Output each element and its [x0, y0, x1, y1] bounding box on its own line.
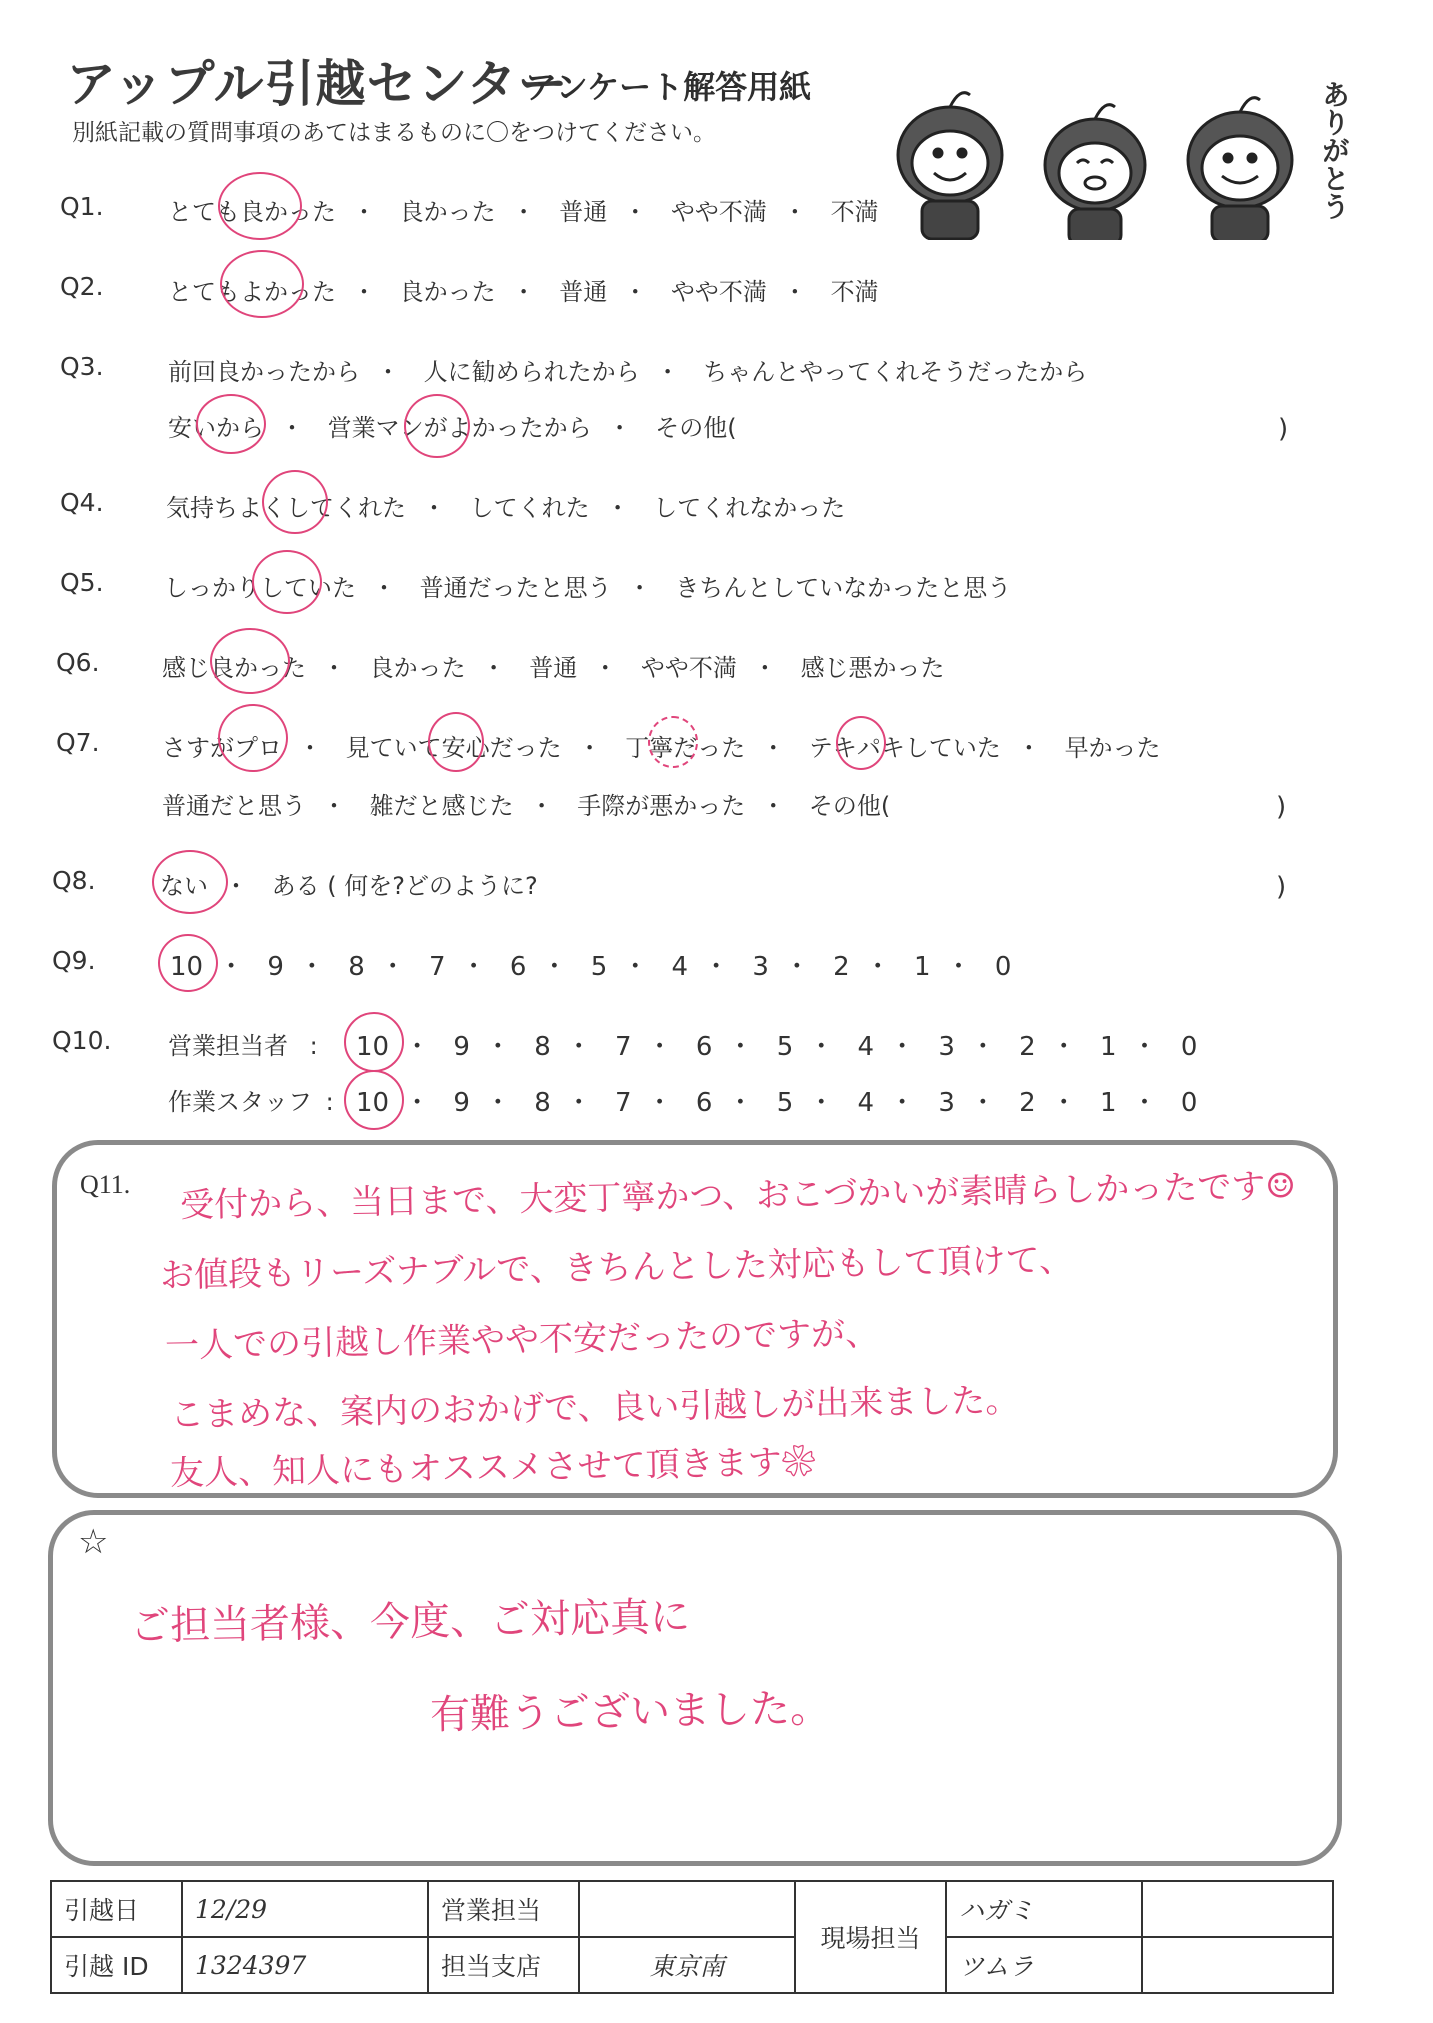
q5-option-2[interactable]: 普通だったと思う: [419, 574, 612, 602]
q10-staff-score-9[interactable]: 9: [453, 1088, 470, 1118]
q10-staff-score-4[interactable]: 4: [857, 1088, 875, 1118]
q9-label: Q9.: [52, 946, 96, 975]
q10-label: Q10.: [52, 1026, 112, 1055]
q7-paren-close: ): [1276, 792, 1287, 822]
q9-score-8[interactable]: 8: [348, 952, 365, 982]
q4-option-2[interactable]: してくれた: [469, 494, 590, 522]
branch-value[interactable]: 東京南: [579, 1937, 795, 1993]
q3-option-4[interactable]: 安いから: [168, 414, 264, 442]
site-value-2[interactable]: ツムラ: [946, 1937, 1142, 1993]
mascot-caption: ありがとう: [1318, 80, 1351, 220]
q7-option-8[interactable]: 手際が悪かった: [577, 792, 746, 820]
q10-sales-score-3[interactable]: 3: [938, 1032, 955, 1062]
q9-score-10[interactable]: 10: [170, 952, 204, 982]
q10-sales-colon: :: [309, 1032, 318, 1060]
q10-staff-score-1[interactable]: 1: [1100, 1088, 1117, 1118]
q10-sales-score-7[interactable]: 7: [615, 1032, 632, 1062]
q10-sales-scale: 10 ・ 9 ・ 8 ・ 7 ・ 6 ・ 5 ・ 4 ・ 3 ・ 2 ・ 1 ・ 0: [356, 1032, 1198, 1062]
q5-option-3[interactable]: きちんとしていなかったと思う: [675, 574, 1012, 602]
q9-score-4[interactable]: 4: [671, 952, 689, 982]
branch-label: 担当支店: [428, 1937, 579, 1993]
move-date-label: 引越日: [51, 1881, 182, 1937]
q5-label: Q5.: [60, 568, 104, 597]
q6-option-1[interactable]: 感じ良かった: [162, 654, 306, 682]
site-value-1[interactable]: ハガミ: [946, 1881, 1142, 1937]
q1-label: Q1.: [60, 192, 104, 221]
q2-option-3[interactable]: 普通: [559, 278, 608, 306]
q11-line-2: お値段もリーズナブルで、きちんとした対応もして頂けて、: [159, 1240, 1074, 1296]
q1-option-5[interactable]: 不満: [830, 198, 879, 226]
q5-option-1[interactable]: しっかりしていた: [164, 574, 356, 602]
q10-sales-score-10[interactable]: 10: [356, 1032, 390, 1062]
q9-score-2[interactable]: 2: [833, 952, 850, 982]
q2-option-1[interactable]: とてもよかった: [168, 278, 336, 306]
q7-options-line2: 普通だと思う ・ 雑だと感じた ・ 手際が悪かった ・ その他(: [162, 786, 890, 821]
mascot-illustration: [880, 60, 1350, 240]
q10-staff-score-2[interactable]: 2: [1019, 1088, 1036, 1118]
q9-scale: 10 ・ 9 ・ 8 ・ 7 ・ 6 ・ 5 ・ 4 ・ 3 ・ 2 ・ 1 ・ 0: [170, 952, 1012, 982]
q10-sales-score-4[interactable]: 4: [857, 1032, 875, 1062]
q9-score-3[interactable]: 3: [752, 952, 769, 982]
q1-options: とても良かった ・ 良かった ・ 普通 ・ やや不満 ・ 不満: [168, 192, 879, 227]
q1-option-3[interactable]: 普通: [559, 198, 608, 226]
q10-sales-score-9[interactable]: 9: [453, 1032, 470, 1062]
q6-option-5[interactable]: 感じ悪かった: [800, 654, 945, 682]
q11-label: Q11.: [80, 1170, 131, 1199]
q10-staff-scale: 10 ・ 9 ・ 8 ・ 7 ・ 6 ・ 5 ・ 4 ・ 3 ・ 2 ・ 1 ・ 0: [356, 1088, 1198, 1118]
q6-option-2[interactable]: 良かった: [369, 654, 466, 682]
q7-option-3[interactable]: 丁寧だった: [625, 734, 746, 762]
q9-score-6[interactable]: 6: [509, 952, 527, 982]
free-comment-line-2: 有難うございました。: [429, 1685, 831, 1739]
q4-label: Q4.: [60, 488, 104, 517]
q3-options-line1: 前回良かったから ・ 人に勧められたから ・ ちゃんとやってくれそうだったから: [168, 352, 1087, 387]
q11-line-1: 受付から、当日まで、大変丁寧かつ、おこづかいが素晴らしかったです☺: [179, 1166, 1297, 1226]
q4-option-3[interactable]: してくれなかった: [653, 494, 846, 522]
q3-label: Q3.: [60, 352, 104, 381]
q10-staff-score-10[interactable]: 10: [356, 1088, 390, 1118]
sales-value[interactable]: [579, 1881, 795, 1937]
q9-score-0[interactable]: 0: [994, 952, 1012, 982]
form-subtitle: アンケート解答用紙: [525, 68, 812, 106]
q3-option-other[interactable]: その他(: [655, 414, 737, 442]
q7-option-2[interactable]: 見ていて安心だった: [345, 734, 562, 762]
q3-option-5[interactable]: 営業マンがよかったから: [327, 414, 592, 442]
q7-option-4[interactable]: テキパキしていた: [808, 734, 1001, 762]
q5-options: しっかりしていた ・ 普通だったと思う ・ きちんとしていなかったと思う: [164, 568, 1011, 603]
q10-sales-score-2[interactable]: 2: [1019, 1032, 1036, 1062]
q6-option-4[interactable]: やや不満: [640, 654, 737, 682]
move-id-label: 引越 ID: [51, 1937, 182, 1993]
site-label: 現場担当: [795, 1881, 946, 1993]
footer-info-table: [50, 1880, 1334, 1994]
q9-score-9[interactable]: 9: [267, 952, 284, 982]
q10-staff-name: 作業スタッフ: [168, 1088, 312, 1116]
q4-option-1[interactable]: 気持ちよくしてくれた: [166, 494, 406, 522]
q7-option-7[interactable]: 雑だと感じた: [369, 792, 514, 820]
q2-label: Q2.: [60, 272, 104, 301]
q10-sales-score-6[interactable]: 6: [695, 1032, 713, 1062]
q8-paren-close: ): [1276, 872, 1287, 902]
sales-label: 営業担当: [428, 1881, 579, 1937]
q10-staff-score-0[interactable]: 0: [1180, 1088, 1198, 1118]
q2-option-2[interactable]: 良かった: [399, 278, 496, 306]
q7-option-5[interactable]: 早かった: [1064, 734, 1161, 762]
q10-sales-score-0[interactable]: 0: [1180, 1032, 1198, 1062]
q11-line-3: 一人での引越し作業やや不安だったのですが、: [164, 1313, 880, 1367]
q10-row-sales: [168, 1026, 318, 1061]
q4-options: 気持ちよくしてくれた ・ してくれた ・ してくれなかった: [166, 488, 845, 523]
q10-staff-score-8[interactable]: 8: [534, 1088, 551, 1118]
q2-option-4[interactable]: やや不満: [670, 278, 767, 306]
site-value-extra-1[interactable]: [1142, 1881, 1333, 1937]
q10-sales-name: 営業担当者: [168, 1032, 288, 1060]
q9-score-1[interactable]: 1: [914, 952, 931, 982]
q6-option-3[interactable]: 普通: [529, 654, 578, 682]
q1-option-2[interactable]: 良かった: [399, 198, 496, 226]
q10-sales-score-8[interactable]: 8: [534, 1032, 551, 1062]
q3-options-line2: 安いから ・ 営業マンがよかったから ・ その他(: [168, 408, 737, 443]
q2-option-5[interactable]: 不満: [830, 278, 879, 306]
q10-staff-score-5[interactable]: 5: [776, 1088, 794, 1118]
q9-score-7[interactable]: 7: [429, 952, 446, 982]
brand-title: アップル引越センター: [66, 55, 569, 113]
q6-options: 感じ良かった ・ 良かった ・ 普通 ・ やや不満 ・ 感じ悪かった: [162, 648, 945, 683]
q8-label: Q8.: [52, 866, 96, 895]
free-comment-line-1: ご担当者様、今度、ご対応真に: [129, 1594, 691, 1650]
q10-staff-score-7[interactable]: 7: [615, 1088, 632, 1118]
q11-line-5: 友人、知人にもオススメさせて頂きます❀: [169, 1442, 817, 1494]
q8-options: ない ・ ある ( 何を?どのように?: [160, 866, 538, 901]
q7-option-1[interactable]: さすがプロ: [162, 734, 282, 762]
move-date-value[interactable]: 12/29: [182, 1881, 428, 1937]
q6-label: Q6.: [56, 648, 100, 677]
move-id-value[interactable]: 1324397: [182, 1937, 428, 1993]
q10-sales-score-5[interactable]: 5: [776, 1032, 794, 1062]
q10-sales-score-1[interactable]: 1: [1100, 1032, 1117, 1062]
q3-option-3[interactable]: ちゃんとやってくれそうだったから: [703, 358, 1088, 386]
q3-paren-close: ): [1278, 414, 1289, 444]
q7-option-other[interactable]: その他(: [808, 792, 891, 820]
q8-option-1[interactable]: ない: [160, 872, 208, 900]
q8-option-2[interactable]: ある ( 何を?どのように?: [271, 872, 538, 900]
q11-line-4: こまめな、案内のおかげで、良い引越しが出来ました。: [169, 1380, 1020, 1436]
q10-staff-score-3[interactable]: 3: [938, 1088, 955, 1118]
q1-option-4[interactable]: やや不満: [670, 198, 767, 226]
q10-row-staff: [168, 1082, 334, 1117]
q7-options-line1: さすがプロ ・ 見ていて安心だった ・ 丁寧だった ・ テキパキしていた ・ 早かった: [162, 728, 1161, 763]
site-value-extra-2[interactable]: [1142, 1937, 1333, 1993]
q7-label: Q7.: [56, 728, 100, 757]
q1-option-1[interactable]: とても良かった: [168, 198, 336, 226]
q3-option-1[interactable]: 前回良かったから: [168, 358, 360, 386]
q2-options: とてもよかった ・ 良かった ・ 普通 ・ やや不満 ・ 不満: [168, 272, 879, 307]
instruction-text: 別紙記載の質問事項のあてはまるものに〇をつけてください。: [72, 120, 716, 146]
star-icon: ☆: [78, 1522, 109, 1562]
q10-staff-colon: :: [325, 1088, 334, 1116]
q10-staff-score-6[interactable]: 6: [695, 1088, 713, 1118]
q9-score-5[interactable]: 5: [590, 952, 608, 982]
q3-option-2[interactable]: 人に勧められたから: [423, 358, 640, 386]
q7-option-6[interactable]: 普通だと思う: [162, 792, 306, 820]
